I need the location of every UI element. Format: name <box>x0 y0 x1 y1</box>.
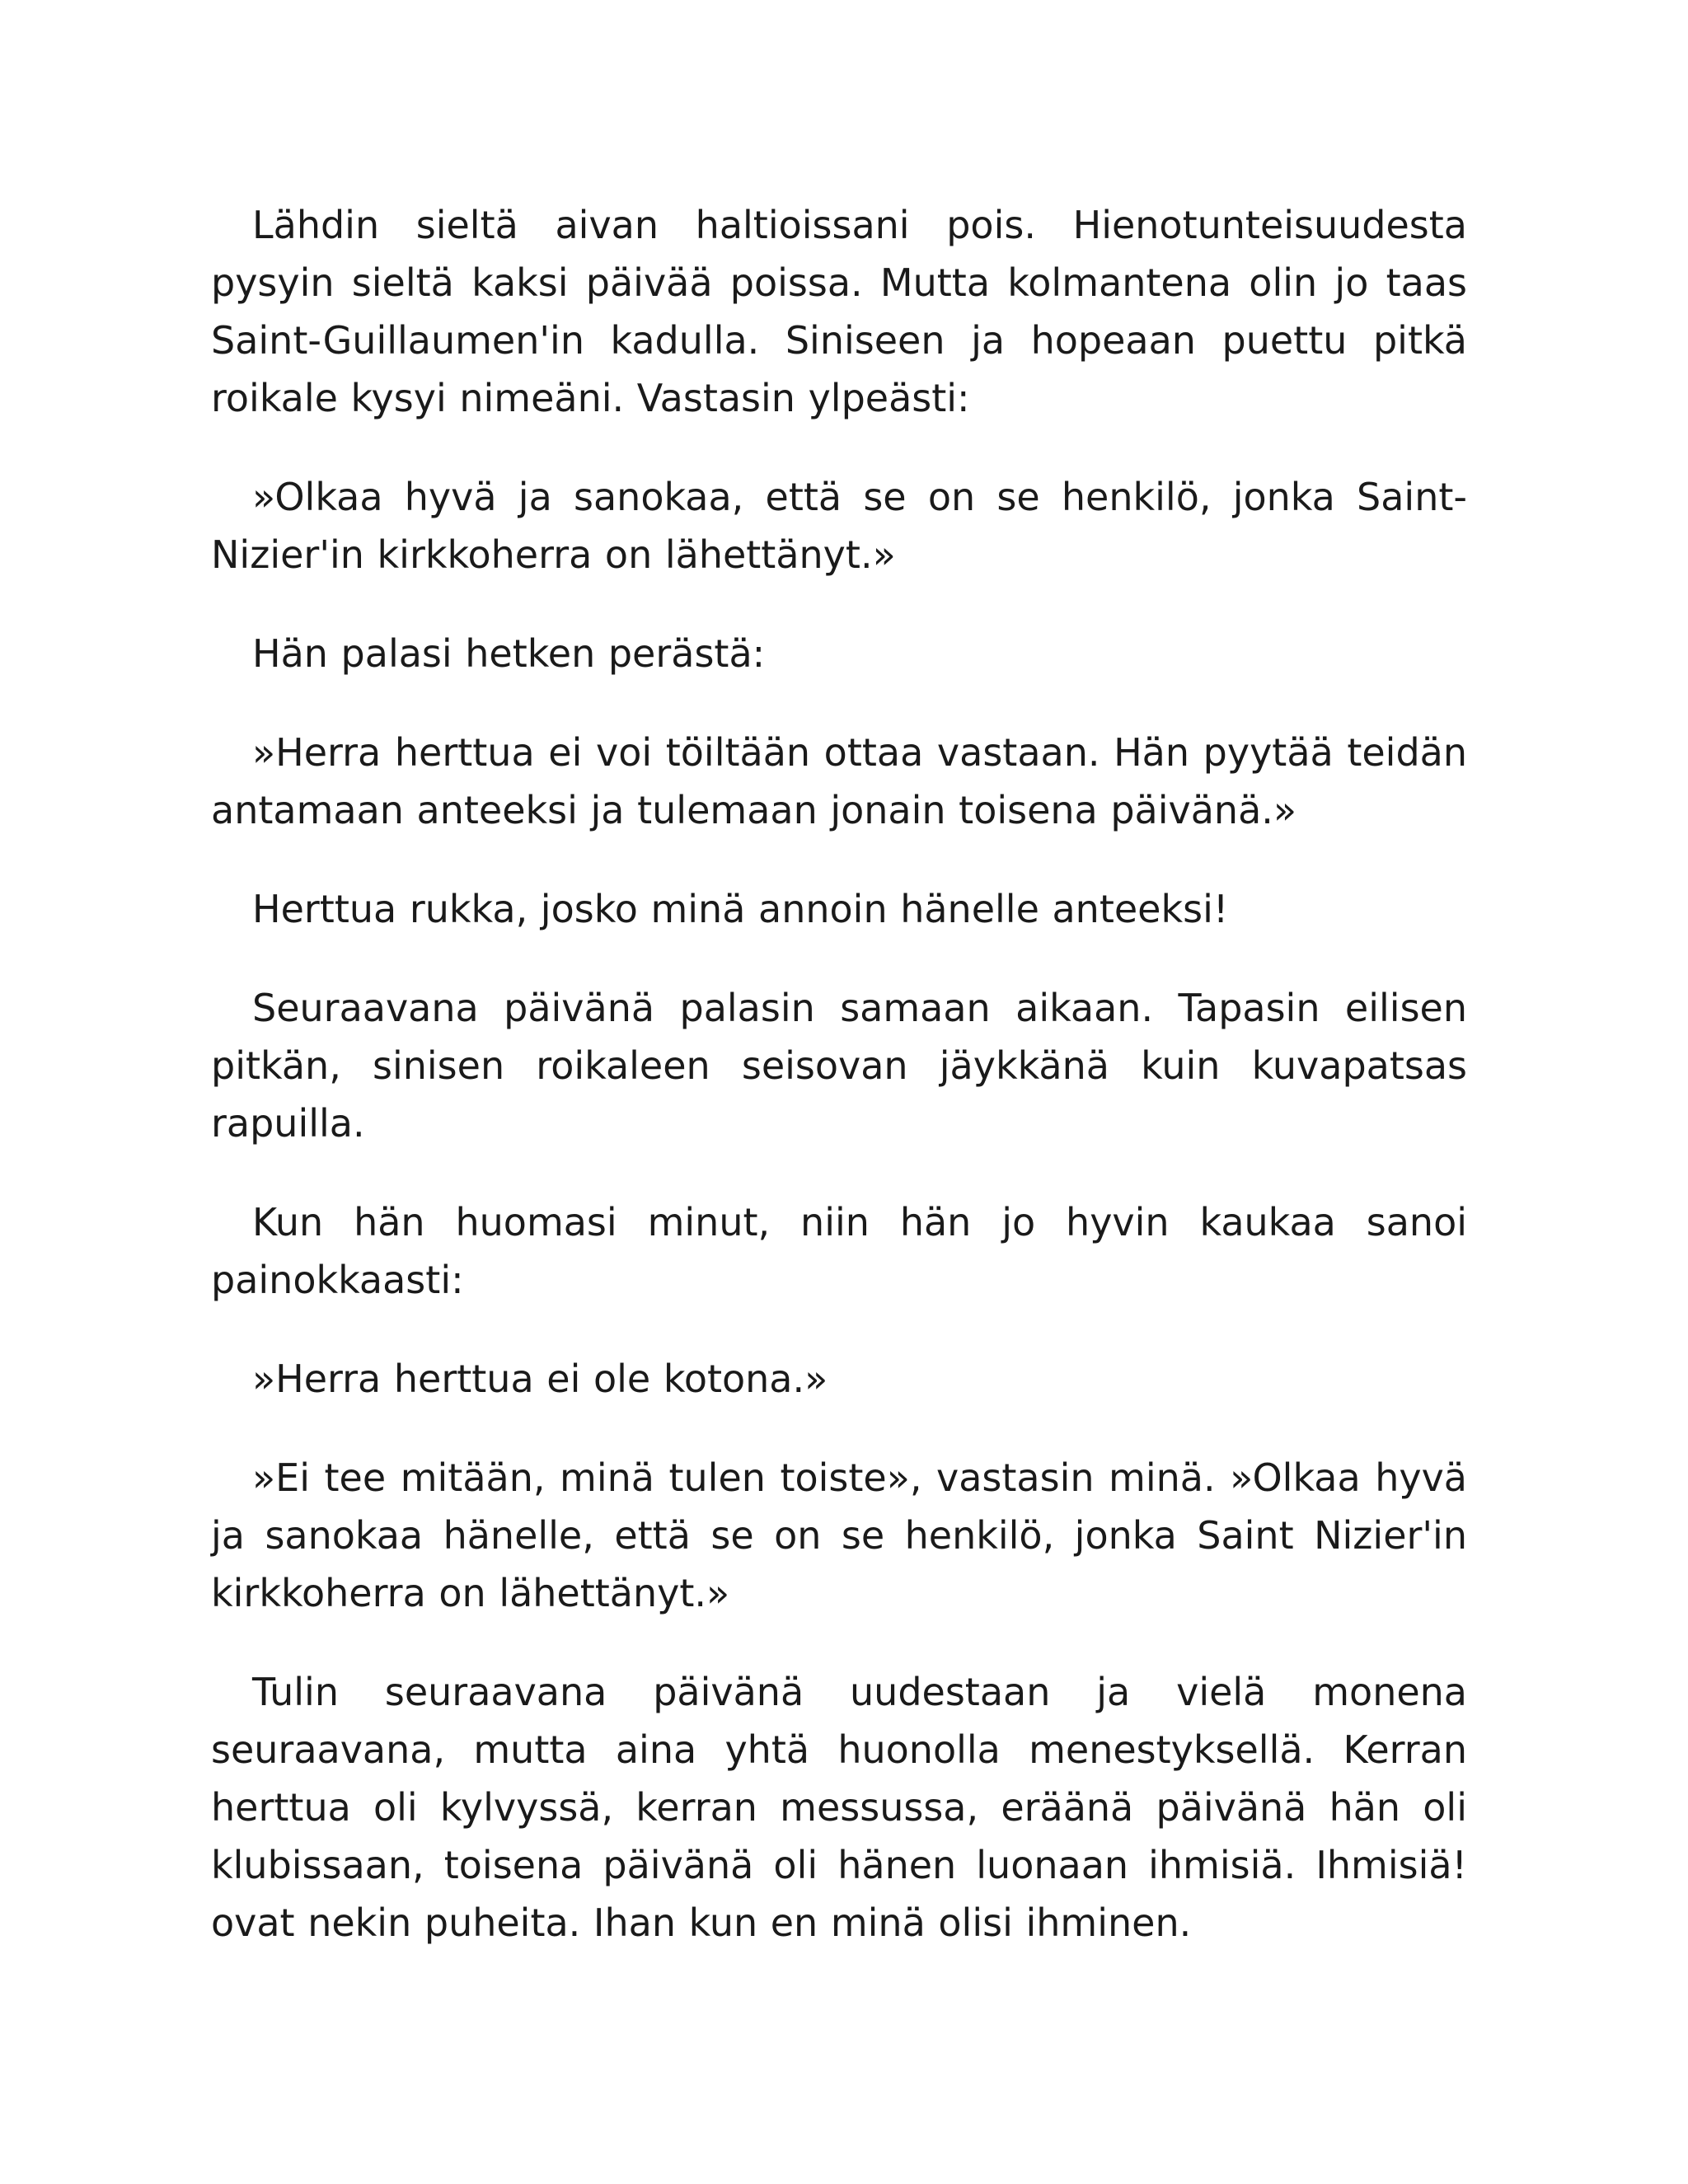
paragraph: Tulin seuraavana päivänä uudestaan ja vielä monena seuraavana, mutta aina yhtä huonolla menestyksellä. Kerran herttua oli kylvyssä, kerran messussa, eräänä päivänä hän oli klubissaan, toisena päivänä oli hänen luonaan ihmisiä. Ihmisiä! ovat nekin puheita. Ihan kun en minä olisi ihminen. <box>211 1670 1467 1945</box>
paragraph: »Herra herttua ei ole kotona.» <box>252 1357 828 1401</box>
paragraph: Herttua rukka, josko minä annoin hänelle anteeksi! <box>252 887 1229 931</box>
paragraph: »Olkaa hyvä ja sanokaa, että se on se henkilö, jonka Saint-Nizier'in kirkkoherra on lähettänyt.» <box>211 475 1467 577</box>
paragraph: Hän palasi hetken perästä: <box>252 631 766 676</box>
paragraph: »Herra herttua ei voi töiltään ottaa vastaan. Hän pyytää teidän antamaan anteeksi ja tulemaan jonain toisena päivänä.» <box>211 730 1467 832</box>
paragraph: Seuraavana päivänä palasin samaan aikaan. Tapasin eilisen pitkän, sinisen roikaleen seisovan jäykkänä kuin kuvapatsas rapuilla. <box>211 986 1467 1146</box>
paragraph: »Ei tee mitään, minä tulen toiste», vastasin minä. »Olkaa hyvä ja sanokaa hänelle, että se on se henkilö, jonka Saint Nizier'in kirkkoherra on lähettänyt.» <box>211 1455 1467 1615</box>
document-page <box>211 196 1467 1952</box>
paragraph: Lähdin sieltä aivan haltioissani pois. Hienotunteisuudesta pysyin sieltä kaksi päivää poissa. Mutta kolmantena olin jo taas Saint-Guillaumen'in kadulla. Siniseen ja hopeaan puettu pitkä roikale kysyi nimeäni. Vastasin ylpeästi: <box>211 203 1467 420</box>
paragraph: Kun hän huomasi minut, niin hän jo hyvin kaukaa sanoi painokkaasti: <box>211 1200 1467 1302</box>
